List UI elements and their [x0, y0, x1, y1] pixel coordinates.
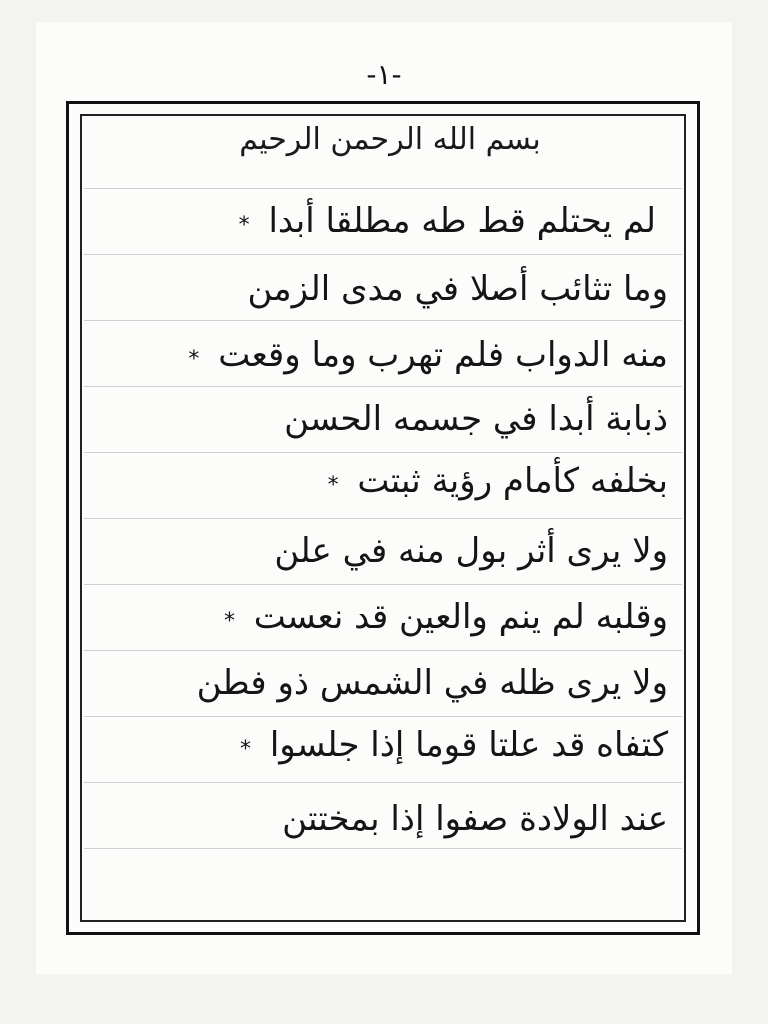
verse-text: عند الولادة صفوا إذا بمختتن	[282, 799, 668, 839]
ruled-line	[84, 518, 682, 519]
verse-line	[189, 660, 668, 711]
ruled-line	[84, 254, 682, 255]
verse-marker: *	[223, 609, 235, 634]
verse-line	[240, 266, 668, 317]
verse-line	[224, 594, 668, 645]
verse-line	[266, 528, 668, 579]
verse-marker: *	[238, 213, 250, 238]
ruled-line	[84, 848, 682, 849]
ruled-line	[84, 650, 682, 651]
verse-line	[240, 722, 668, 773]
verse-line	[274, 796, 668, 847]
ruled-line	[84, 452, 682, 453]
verse-text: ذبابة أبدا في جسمه الحسن	[284, 399, 668, 439]
verse-marker: *	[327, 473, 339, 498]
ruled-line	[84, 320, 682, 321]
verse-text: وما تثائب أصلا في مدى الزمن	[247, 269, 668, 309]
verse-text: بخلفه كأمام رؤية ثبتت	[357, 461, 668, 501]
verse-text: كتفاه قد علتا قوما إذا جلسوا	[269, 725, 668, 765]
verse-text: وقلبه لم ينم والعين قد نعست	[253, 597, 668, 637]
verse-text: ولا يرى ظله في الشمس ذو فطن	[196, 663, 668, 703]
verse-marker: *	[240, 737, 252, 762]
basmala-heading: بسم الله الرحمن الرحيم	[239, 122, 541, 157]
verse-text: منه الدواب فلم تهرب وما وقعت	[218, 335, 668, 375]
ruled-line	[84, 782, 682, 783]
ruled-line	[84, 386, 682, 387]
ruled-line	[84, 716, 682, 717]
page-number: -١-	[366, 58, 402, 91]
verse-line	[188, 332, 668, 383]
verse-line	[239, 198, 656, 249]
verse-line	[328, 458, 668, 509]
verse-line	[276, 396, 668, 447]
ruled-line	[84, 188, 682, 189]
ruled-line	[84, 584, 682, 585]
verse-marker: *	[188, 347, 200, 372]
verse-text: لم يحتلم قط طه مطلقا أبدا	[268, 201, 656, 241]
verse-text: ولا يرى أثر بول منه في علن	[274, 531, 668, 571]
